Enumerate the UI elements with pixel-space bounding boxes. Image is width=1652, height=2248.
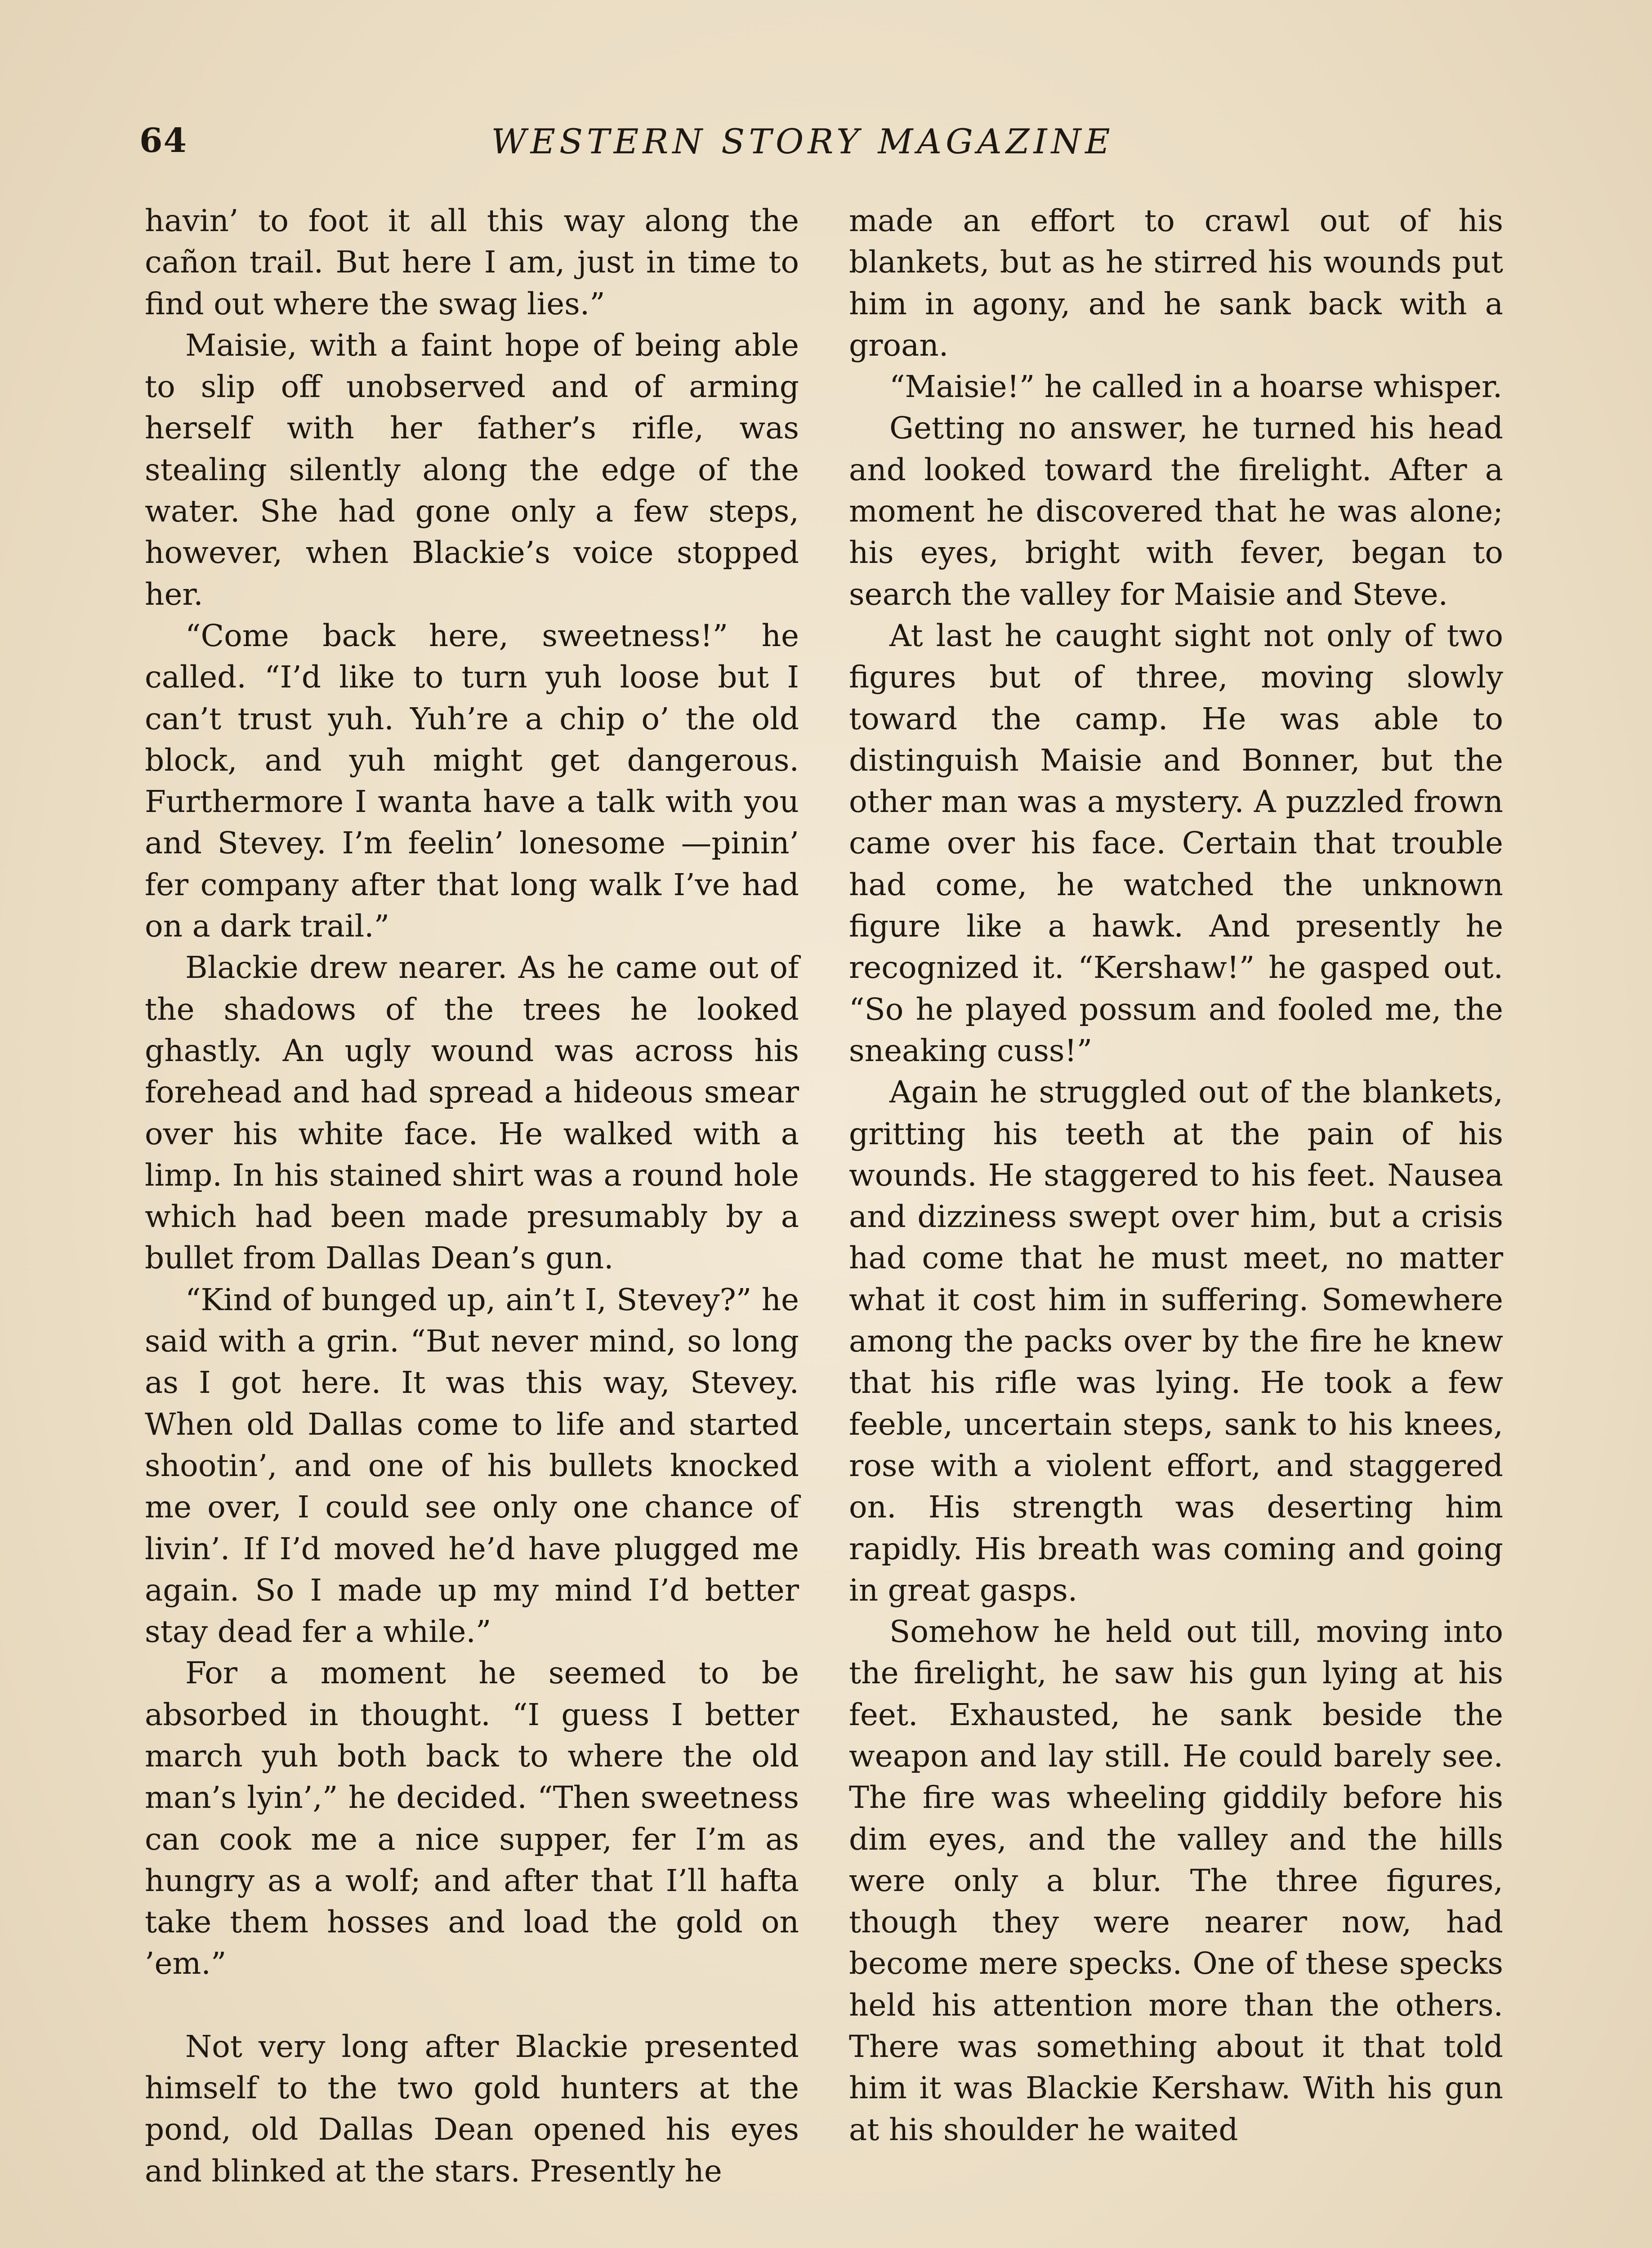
paragraph: Getting no answer, he turned his head and looked toward the firelight. After a moment he discovered that he was alone; his eyes, bright with fever, began to search the valley for Maisie and Steve. bbox=[849, 410, 1503, 612]
right-column bbox=[849, 200, 1503, 2150]
paragraph: Maisie, with a faint hope of being able to slip off unobserved and of arming herself with her father’s rifle, was stealing silently along the edge of the water. She had gone only a few steps, however, when Blackie’s voice stopped her. bbox=[145, 327, 799, 612]
paragraph: Not very long after Blackie presented himself to the two gold hunters at the pond, old Dallas Dean opened his eyes and blinked at the stars. Presently he bbox=[145, 2028, 799, 2189]
paragraph: made an effort to crawl out of his blankets, but as he stirred his wounds put him in agony, and he sank back with a groan. bbox=[849, 203, 1503, 363]
left-column bbox=[145, 200, 799, 2192]
paragraph: “Kind of bunged up, ain’t I, Stevey?” he said with a grin. “But never mind, so long as I got here. It was this way, Stevey. When old Dallas come to life and started shootin’, and one of his bullets knocked me over, I could see only one chance of livin’. If I’d moved he’d have plugged me again. So I made up my mind I’d better stay dead fer a while.” bbox=[145, 1281, 799, 1650]
paragraph: At last he caught sight not only of two figures but of three, moving slowly toward the camp. He was able to distinguish Maisie and Bonner, but the other man was a mystery. A puzzled frown came over his face. Certain that trouble had come, he watched the unknown figure like a hawk. And presently he recognized it. “Kershaw!” he gasped out. “So he played possum and fooled me, the sneaking cuss!” bbox=[849, 617, 1503, 1068]
paragraph: Again he struggled out of the blankets, gritting his teeth at the pain of his wounds. He staggered to his feet. Nausea and dizziness swept over him, but a crisis had come that he must meet, no matter what it cost him in suffering. Somewhere among the packs over by the fire he knew that his rifle was lying. He took a few feeble, uncertain steps, sank to his knees, rose with a violent effort, and staggered on. His strength was deserting him rapidly. His breath was coming and going in great gasps. bbox=[849, 1074, 1503, 1608]
paragraph: “Come back here, sweetness!” he called. “I’d like to turn yuh loose but I can’t trust yuh. Yuh’re a chip o’ the old block, and yuh might get dangerous. Furthermore I wanta have a talk with you and Stevey. I’m feelin’ lonesome —pinin’ fer company after that long walk I’ve had on a dark trail.” bbox=[145, 617, 799, 944]
paragraph: havin’ to foot it all this way along the cañon trail. But here I am, just in time to find out where the swag lies.” bbox=[145, 203, 799, 321]
magazine-title: WESTERN STORY MAGAZINE bbox=[491, 121, 1114, 161]
page-number: 64 bbox=[139, 121, 188, 160]
paragraph: “Maisie!” he called in a hoarse whisper. bbox=[889, 369, 1503, 405]
paragraph: For a moment he seemed to be absorbed in thought. “I guess I better march yuh both back to where the old man’s lyin’,” he decided. “Then sweetness can cook me a nice supper, fer I’m as hungry as a wolf; and after that I’ll hafta take them hosses and load the gold on ’em.” bbox=[145, 1655, 799, 1981]
paragraph: Blackie drew nearer. As he came out of the shadows of the trees he looked ghastly. An ugly wound was across his forehead and had spread a hideous smear over his white face. He walked with a limp. In his stained shirt was a round hole which had been made presumably by a bullet from Dallas Dean’s gun. bbox=[145, 950, 799, 1276]
paragraph: Somehow he held out till, moving into the firelight, he saw his gun lying at his feet. Exhausted, he sank beside the weapon and lay still. He could barely see. The fire was wheeling giddily before his dim eyes, and the valley and the hills were only a blur. The three figures, though they were nearer now, had become mere specks. One of these specks held his attention more than the others. There was something about it that told him it was Blackie Kershaw. With his gun at his shoulder he waited bbox=[849, 1614, 1503, 2147]
page-header bbox=[139, 121, 1466, 171]
